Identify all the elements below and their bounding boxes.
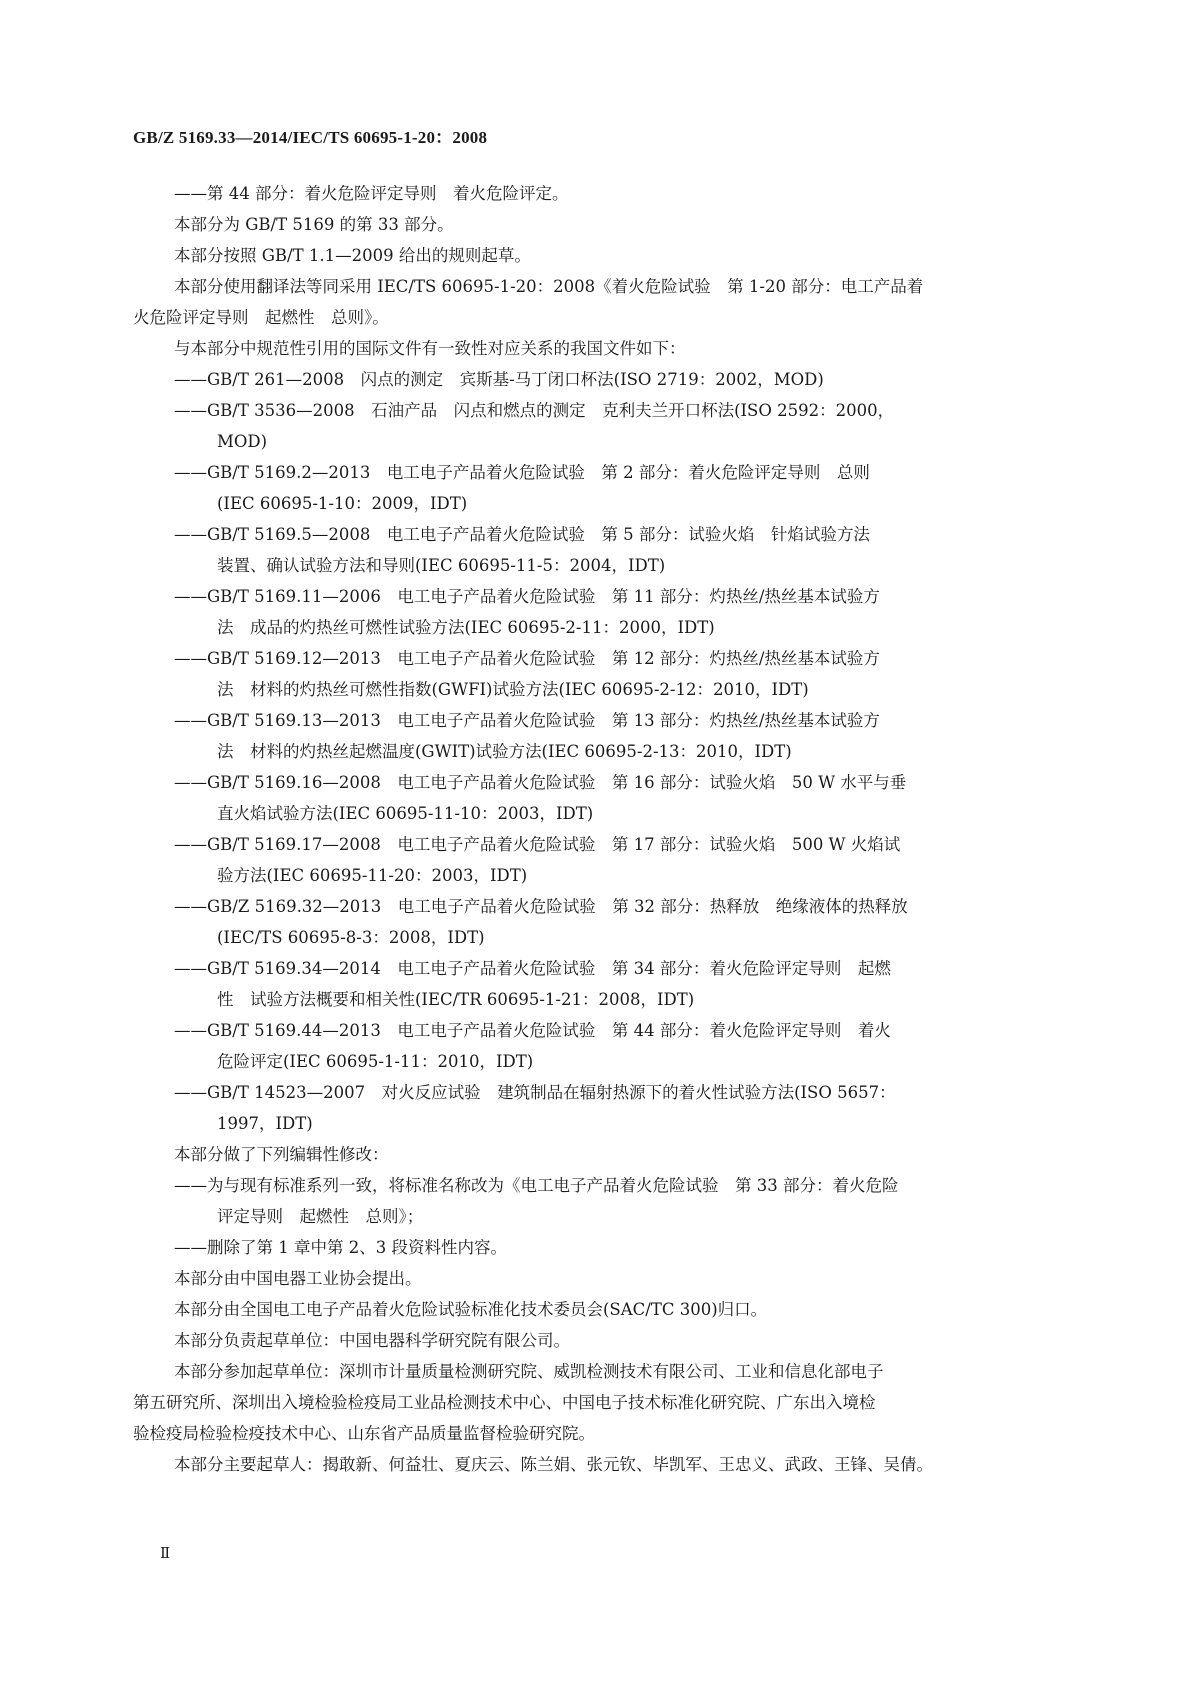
paragraph-line: 本部分由中国电器工业协会提出。 [174,1269,422,1288]
paragraph-line: 本部分按照 GB/T 1.1—2009 给出的规则起草。 [174,246,531,265]
list-item-continuation: 1997，IDT) [217,1114,313,1133]
list-item-continuation: 危险评定(IEC 60695-1-11：2010，IDT) [217,1052,534,1071]
paragraph-continuation-line: 火危险评定导则 起燃性 总则》。 [133,308,389,327]
list-item: ——GB/T 5169.13—2013 电工电子产品着火危险试验 第 13 部分：灼热丝/热丝基本试验方 [174,711,880,730]
paragraph-line: 本部分由全国电工电子产品着火危险试验标准化技术委员会(SAC/TC 300)归口。 [174,1300,768,1319]
list-item-continuation: 法 材料的灼热丝可燃性指数(GWFI)试验方法(IEC 60695-2-12：2010，IDT) [217,680,809,699]
list-item-continuation: 法 成品的灼热丝可燃性试验方法(IEC 60695-2-11：2000，IDT) [217,618,715,637]
list-item: ——GB/T 5169.5—2008 电工电子产品着火危险试验 第 5 部分：试验火焰 针焰试验方法 [174,525,870,544]
list-item-continuation: 评定导则 起燃性 总则》； [217,1207,424,1226]
document-header: GB/Z 5169.33—2014/IEC/TS 60695-1-20：2008 [133,128,488,147]
paragraph-line: 本部分做了下列编辑性修改： [174,1145,389,1164]
list-item-continuation: 性 试验方法概要和相关性(IEC/TR 60695-1-21：2008，IDT) [217,990,695,1009]
paragraph-line: 本部分参加起草单位：深圳市计量质量检测研究院、威凯检测技术有限公司、工业和信息化部电子 [174,1362,884,1381]
list-item-continuation: 法 材料的灼热丝起燃温度(GWIT)试验方法(IEC 60695-2-13：2010，IDT) [217,742,792,761]
list-item: ——GB/T 5169.11—2006 电工电子产品着火危险试验 第 11 部分：灼热丝/热丝基本试验方 [174,587,880,606]
list-item-continuation: MOD) [217,432,268,451]
page-number: Ⅱ [160,1546,171,1562]
list-item: ——GB/T 14523—2007 对火反应试验 建筑制品在辐射热源下的着火性试验方法(ISO 5657： [174,1083,896,1102]
list-item: ——GB/Z 5169.32—2013 电工电子产品着火危险试验 第 32 部分：热释放 绝缘液体的热释放 [174,897,908,916]
list-item: ——GB/T 3536—2008 石油产品 闪点和燃点的测定 克利夫兰开口杯法(ISO 2592：2000， [174,401,895,420]
list-item: ——为与现有标准系列一致，将标准名称改为《电工电子产品着火危险试验 第 33 部分：着火危险 [174,1176,899,1195]
list-item: ——GB/T 5169.34—2014 电工电子产品着火危险试验 第 34 部分：着火危险评定导则 起燃 [174,959,891,978]
list-item-continuation: 直火焰试验方法(IEC 60695-11-10：2003，IDT) [217,804,594,823]
list-item: ——GB/T 261—2008 闪点的测定 宾斯基-马丁闭口杯法(ISO 2719：2002，MOD) [174,370,824,389]
list-item: ——GB/T 5169.16—2008 电工电子产品着火危险试验 第 16 部分：试验火焰 50 W 水平与垂 [174,773,907,792]
list-item: ——删除了第 1 章中第 2、3 段资料性内容。 [174,1238,507,1257]
list-item-continuation: (IEC/TS 60695-8-3：2008，IDT) [217,928,485,947]
document-body [133,178,1054,1480]
list-item: ——GB/T 5169.44—2013 电工电子产品着火危险试验 第 44 部分：着火危险评定导则 着火 [174,1021,891,1040]
paragraph-line: 本部分使用翻译法等同采用 IEC/TS 60695-1-20：2008《着火危险试验 第 1-20 部分：电工产品着 [174,277,924,296]
list-item: ——GB/T 5169.17—2008 电工电子产品着火危险试验 第 17 部分：试验火焰 500 W 火焰试 [174,835,901,854]
list-item-continuation: 装置、确认试验方法和导则(IEC 60695-11-5：2004，IDT) [217,556,666,575]
paragraph-line: 与本部分中规范性引用的国际文件有一致性对应关系的我国文件如下： [174,339,686,358]
paragraph-line: 本部分为 GB/T 5169 的第 33 部分。 [174,215,454,234]
paragraph-continuation-line: 第五研究所、深圳出入境检验检疫局工业品检测技术中心、中国电子技术标准化研究院、广东出入境检 [133,1393,876,1412]
paragraph-line: 本部分主要起草人：揭敢新、何益壮、夏庆云、陈兰娟、张元钦、毕凯军、王忠义、武政、王锋、吴倩。 [174,1455,933,1474]
paragraph-line: 本部分负责起草单位：中国电器科学研究院有限公司。 [174,1331,570,1350]
list-item: ——GB/T 5169.2—2013 电工电子产品着火危险试验 第 2 部分：着火危险评定导则 总则 [174,463,870,482]
list-item: ——GB/T 5169.12—2013 电工电子产品着火危险试验 第 12 部分：灼热丝/热丝基本试验方 [174,649,880,668]
list-item-continuation: 验方法(IEC 60695-11-20：2003，IDT) [217,866,528,885]
list-item-continuation: (IEC 60695-1-10：2009，IDT) [217,494,468,513]
list-item: ——第 44 部分：着火危险评定导则 着火危险评定。 [174,184,569,203]
paragraph-continuation-line: 验检疫局检验检疫技术中心、山东省产品质量监督检验研究院。 [133,1424,595,1443]
